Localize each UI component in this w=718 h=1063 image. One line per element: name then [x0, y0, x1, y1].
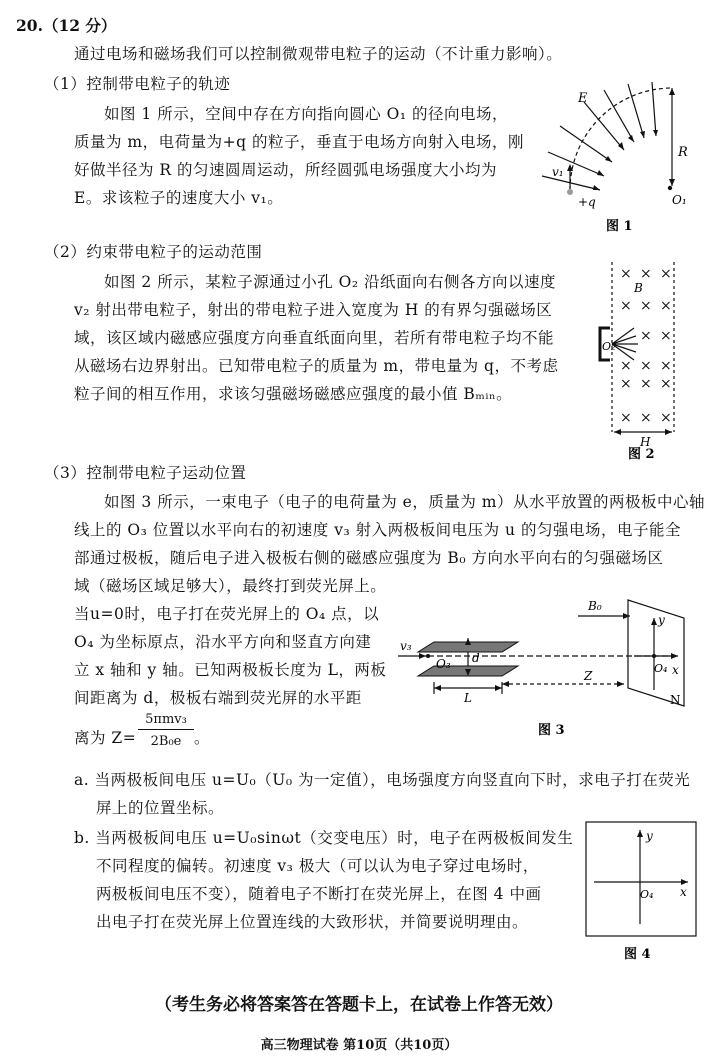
field-crosses — [620, 266, 672, 426]
figure-3-caption: 图 3 — [538, 723, 565, 738]
particle — [567, 189, 573, 195]
part2-line-2: v₂ 射出带电粒子，射出的带电粒子进入宽度为 H 的有界匀强磁场区 — [74, 301, 553, 319]
part3-b-line-1: 当u=0时，电子打在荧光屏上的 O₄ 点，以 — [74, 605, 380, 623]
part3-b-line-2: O₄ 为坐标原点，沿水平方向和竖直方向建 — [74, 633, 372, 651]
part3-line-1: 如图 3 所示，一束电子（电子的电荷量为 e，质量为 m）从水平放置的两极板中心轴 — [104, 493, 705, 511]
svg-text:×: × — [640, 298, 652, 314]
z-formula-suffix: 。 — [194, 729, 211, 747]
label-H: H — [640, 435, 651, 449]
part1-line-1: 如图 1 所示，空间中存在方向指向圆心 O₁ 的径向电场， — [104, 105, 508, 123]
part3-bq-line-4: 出电子打在荧光屏上位置连线的大致形状，并简要说明理由。 — [96, 913, 529, 931]
field-line — [542, 176, 600, 190]
part2-heading: （2）约束带电粒子的运动范围 — [44, 243, 263, 261]
part3-line-4: 域（磁场区域足够大），最终打到荧光屏上。 — [74, 577, 387, 595]
figure-2-caption: 图 2 — [628, 447, 655, 462]
label-Z: Z — [584, 669, 593, 683]
part3-bq-line-2: 不同程度的偏转。初速度 v₃ 极大（可以认为电子穿过电场时， — [96, 857, 539, 875]
svg-text:×: × — [640, 358, 652, 374]
label-E: E — [578, 91, 588, 106]
figure-2 — [594, 262, 694, 462]
label-O3: O₃ — [436, 657, 451, 671]
answer-notice: （考生务必将答案答在答题卡上，在试卷上作答无效） — [155, 995, 563, 1015]
field-line — [560, 126, 612, 162]
part2-line-1: 如图 2 所示，某粒子源通过小孔 O₂ 沿纸面向右侧各方向以速度 — [104, 273, 556, 291]
part3-line-2: 线上的 O₃ 位置以水平向右的初速度 v₃ 射入两极板间电压为 u 的匀强电场，电子能全 — [74, 521, 681, 539]
label-v3: v₃ — [400, 639, 412, 653]
part3-bq-line-1: b. 当两极板间电压 u=U₀sinωt（交变电压）时，电子在两极板间发生 — [74, 829, 574, 847]
label-B0: B₀ — [588, 599, 602, 613]
svg-text:×: × — [640, 328, 652, 344]
part1-heading: （1）控制带电粒子的轨迹 — [44, 75, 231, 93]
part3-line-3: 部通过极板，随后电子进入极板右侧的磁感应强度为 B₀ 方向水平向右的匀强磁场区 — [74, 549, 664, 567]
center-point — [668, 186, 672, 190]
svg-text:×: × — [660, 266, 672, 282]
part3-a-line-2: 屏上的位置坐标。 — [96, 799, 225, 817]
part1-line-2: 质量为 m，电荷量为+q 的粒子，垂直于电场方向射入电场，刚 — [74, 133, 524, 151]
label-y: y — [658, 613, 665, 627]
label-N: N — [670, 693, 681, 707]
svg-text:×: × — [660, 376, 672, 392]
fig4-label-x: x — [680, 885, 687, 899]
label-d: d — [472, 651, 480, 665]
svg-text:×: × — [620, 266, 632, 282]
figure-4 — [584, 820, 704, 966]
screen-N — [628, 600, 684, 706]
screen-frame — [586, 822, 696, 936]
svg-text:×: × — [660, 358, 672, 374]
figure-1 — [540, 80, 700, 240]
label-v1-text: v₁ — [552, 165, 564, 179]
part3-heading: （3）控制带电粒子运动位置 — [44, 464, 247, 482]
field-line — [584, 102, 624, 150]
part3-a-line-1: a. 当两极板间电压 u=U₀（U₀ 为一定值），电场强度方向竖直向下时，求电子打在荧光 — [74, 771, 691, 789]
part3-bq-line-3: 两极板间电压不变），随着电子不断打在荧光屏上，在图 4 中画 — [96, 885, 542, 903]
part2-line-5: 粒子间的相互作用，求该匀强磁场磁感应强度的最小值 Bₘᵢₙ。 — [74, 385, 513, 403]
z-formula-numerator: 5πmv₃ — [138, 712, 194, 730]
label-O4: O₄ — [654, 662, 668, 675]
figure-4-caption: 图 4 — [624, 947, 651, 962]
part1-line-4: E。求该粒子的速度大小 v₁。 — [74, 189, 284, 207]
svg-text:×: × — [620, 410, 632, 426]
label-R: R — [678, 145, 688, 160]
question-intro: 通过电场和磁场我们可以控制微观带电粒子的运动（不计重力影响）。 — [74, 45, 563, 63]
part3-b-line-4: 间距离为 d，极板右端到荧光屏的水平距 — [74, 689, 362, 707]
svg-text:×: × — [660, 328, 672, 344]
figure-3 — [398, 594, 708, 744]
label-O1: O₁ — [672, 193, 687, 207]
fig4-label-y: y — [646, 829, 653, 843]
z-formula-denominator: 2B₀e — [150, 734, 182, 749]
fig4-label-O4: O₄ — [640, 888, 654, 901]
svg-text:×: × — [640, 376, 652, 392]
svg-text:×: × — [640, 266, 652, 282]
label-O2: O₂ — [602, 340, 616, 353]
label-q: +q — [578, 195, 596, 209]
part2-line-4: 从磁场右边界射出。已知带电粒子的质量为 m，带电量为 q，不考虑 — [74, 357, 559, 375]
page-footer: 高三物理试卷 第10页（共10页） — [260, 1038, 458, 1053]
svg-text:×: × — [660, 298, 672, 314]
svg-text:×: × — [660, 410, 672, 426]
svg-text:×: × — [620, 298, 632, 314]
svg-text:×: × — [640, 410, 652, 426]
figure-1-caption: 图 1 — [606, 219, 633, 234]
z-formula-prefix: 离为 Z= — [74, 729, 137, 747]
svg-text:×: × — [620, 376, 632, 392]
part2-line-3: 域，该区域内磁感应强度方向垂直纸面向里，若所有带电粒子均不能 — [74, 329, 555, 347]
label-B: B — [634, 281, 643, 295]
svg-text:×: × — [620, 358, 632, 374]
label-L: L — [464, 691, 472, 705]
part1-line-3: 好做半径为 R 的匀速圆周运动，所经圆弧电场强度大小均为 — [74, 161, 498, 179]
part3-b-line-3: 立 x 轴和 y 轴。已知两极板长度为 L，两板 — [74, 661, 387, 679]
question-number: 20.（12 分） — [16, 16, 117, 35]
label-x: x — [672, 663, 679, 677]
